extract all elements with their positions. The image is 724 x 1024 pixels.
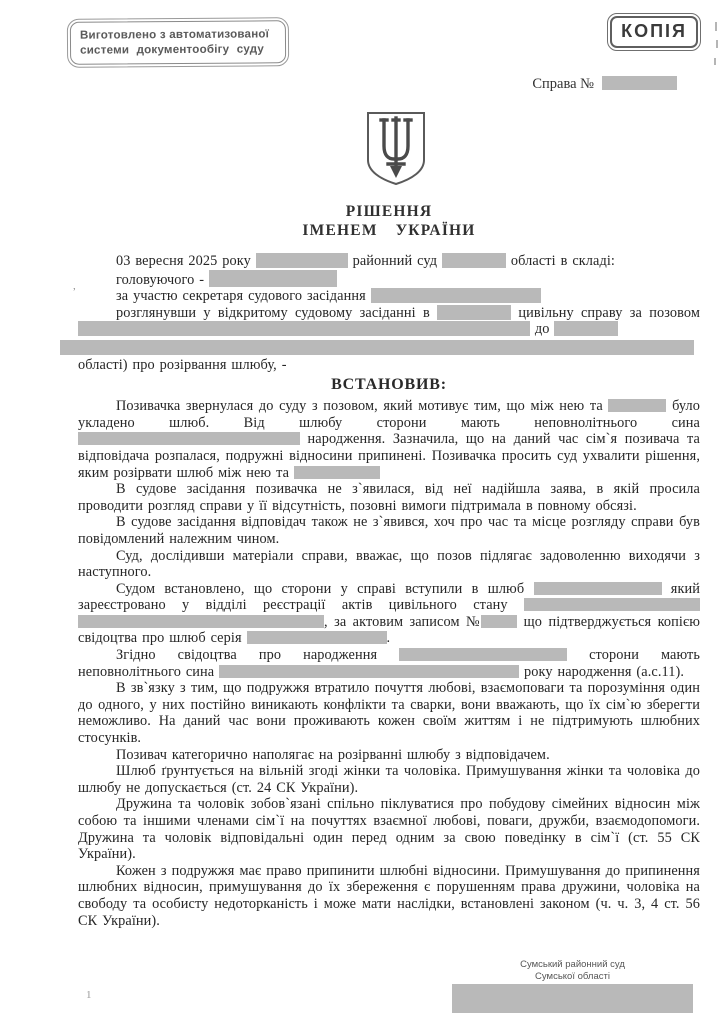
case-number-label: Справа № [532,76,594,92]
footer-court-block [452,959,693,1013]
automation-stamp [70,20,286,65]
copy-stamp: КОПІЯ [610,16,698,48]
intro-presiding-judge-line: головуючого - [78,270,700,289]
redaction-bar [437,305,511,320]
redaction-bar [219,665,519,678]
document-title [78,202,700,240]
paragraph-birth-certificate: Згідно свідоцтва про народження сторони мають неповнолітнього сина року народження (а.с.11). [78,647,700,680]
paragraph-defendant-absent: В судове засідання відповідач також не з`явився, хоч про час та місце розгляду справи був повідомлений належним чином. [78,514,700,547]
scan-artifact [714,58,716,65]
redaction-bar [247,631,387,644]
paragraph-art55: Дружина та чоловік зобов`язані спільно піклуватися про побудову сімейних відносин між собою та іншими членами сім`ї на почуттях взаємної любові, поваги, дружби, взаємодопомоги. Дружина та чоловік відповідальні один перед одним за свою поведінку в сім`ї (ст. 55 СК України). [78,796,700,863]
automation-stamp-line1: Виготовлено з автоматизованої [79,27,270,42]
redaction-bar [78,321,530,336]
redaction-bar [60,340,694,355]
paragraph-marriage-registration: Судом встановлено, що сторони у справі вступили в шлюб який зареєстровано у відділі реєстрації актів цивільного стану , за актовим записом № що підтверджується копією свідоцтва про шлюб серія . [78,580,700,647]
trident-icon [360,110,432,192]
ukraine-trident-emblem [360,110,432,192]
established-heading: ВСТАНОВИВ: [331,375,447,393]
redaction-bar [294,466,380,479]
intro-secretary-line: за участю секретаря судового засідання [78,288,700,305]
redaction-bar [78,432,300,445]
automation-stamp-line2: системи документообігу суду [80,42,265,57]
redaction-bar [78,615,324,628]
paragraph-insists-divorce: Позивач категорично наполягає на розірванні шлюбу з відповідачем. [116,746,550,763]
page-number: 1 [86,989,92,1001]
scan-artifact [715,22,717,31]
scan-artifact [716,40,718,48]
intro-date-court-line: 03 вересня 2025 року районний суд області в складі: [116,253,616,269]
redaction-bar [554,321,618,336]
decision-body [78,398,700,929]
title-line-rishennia: РІШЕННЯ [345,203,433,220]
redaction-bar [399,648,567,661]
scan-artifact: , [73,280,76,292]
content-column [78,202,700,929]
case-number-line [532,76,677,93]
footer-redaction [452,984,693,1013]
court-composition-intro [78,253,700,374]
footer-court-region: Сумської області [535,970,610,982]
redaction-bar [608,399,666,412]
redaction-bar [256,253,348,268]
paragraph-art56: Кожен з подружжя має право припинити шлюбні відносини. Примушування до припинення шлюбних відносин, примушування до їх збереження є порушенням права дружини, чоловіка на свободу та особисту недоторканість і може мати наслідки, встановлені законом (ч. ч. 3, 4 ст. 56 СК України). [78,862,700,929]
paragraph-claim: Позивачка звернулася до суду з позовом, який мотивує тим, що між нею та було укладено шлюб. Від шлюбу сторони мають неповнолітнього сина народження. Зазначила, що на даний час сім`я позивача та відповідача розпалася, подружні відносини припинені. Позивачка просить суд ухвалити рішення, яким розірвати шлюб між нею та [78,398,700,481]
intro-case-description: розглянувши у відкритому судовому засіданні в цивільну справу за позовом до області) про розірвання шлюбу, - [78,305,700,374]
redaction-bar [524,598,700,611]
redaction-bar [209,270,337,287]
redaction-bar [534,582,662,595]
title-line-imenem-ukrainy: ІМЕНЕМ УКРАЇНИ [302,222,476,239]
footer-court-name: Сумський районний суд [520,959,625,970]
paragraph-court-conclusion: Суд, дослідивши матеріали справи, вважає, що позов підлягає задоволенню виходячи з наступного. [78,547,700,581]
paragraph-art24: Шлюб ґрунтується на вільній згоді жінки та чоловіка. Примушування жінки та чоловіка до шлюбу не допускається (ст. 24 СК України). [78,763,700,796]
paragraph-plaintiff-absent: В судове засідання позивачка не з`явилася, від неї надійшла заява, в якій просила проводити розгляд справи у її відсутність, позовні вимоги підтримала в повному обсязі. [78,481,700,514]
case-number-redaction [602,76,677,90]
redaction-bar [442,253,506,268]
redaction-bar [371,288,541,303]
redaction-bar [481,615,517,628]
paragraph-family-breakdown: В зв`язку з тим, що подружжя втратило почуття любові, взаємоповаги та порозуміння один до одного, у них постійно виникають конфлікти та сварки, вони вважають, що їх сім`ю зберегти неможливо. На даний час вони проживають кожен своїм життям і не підтримують шлюбних стосунків. [78,680,700,747]
